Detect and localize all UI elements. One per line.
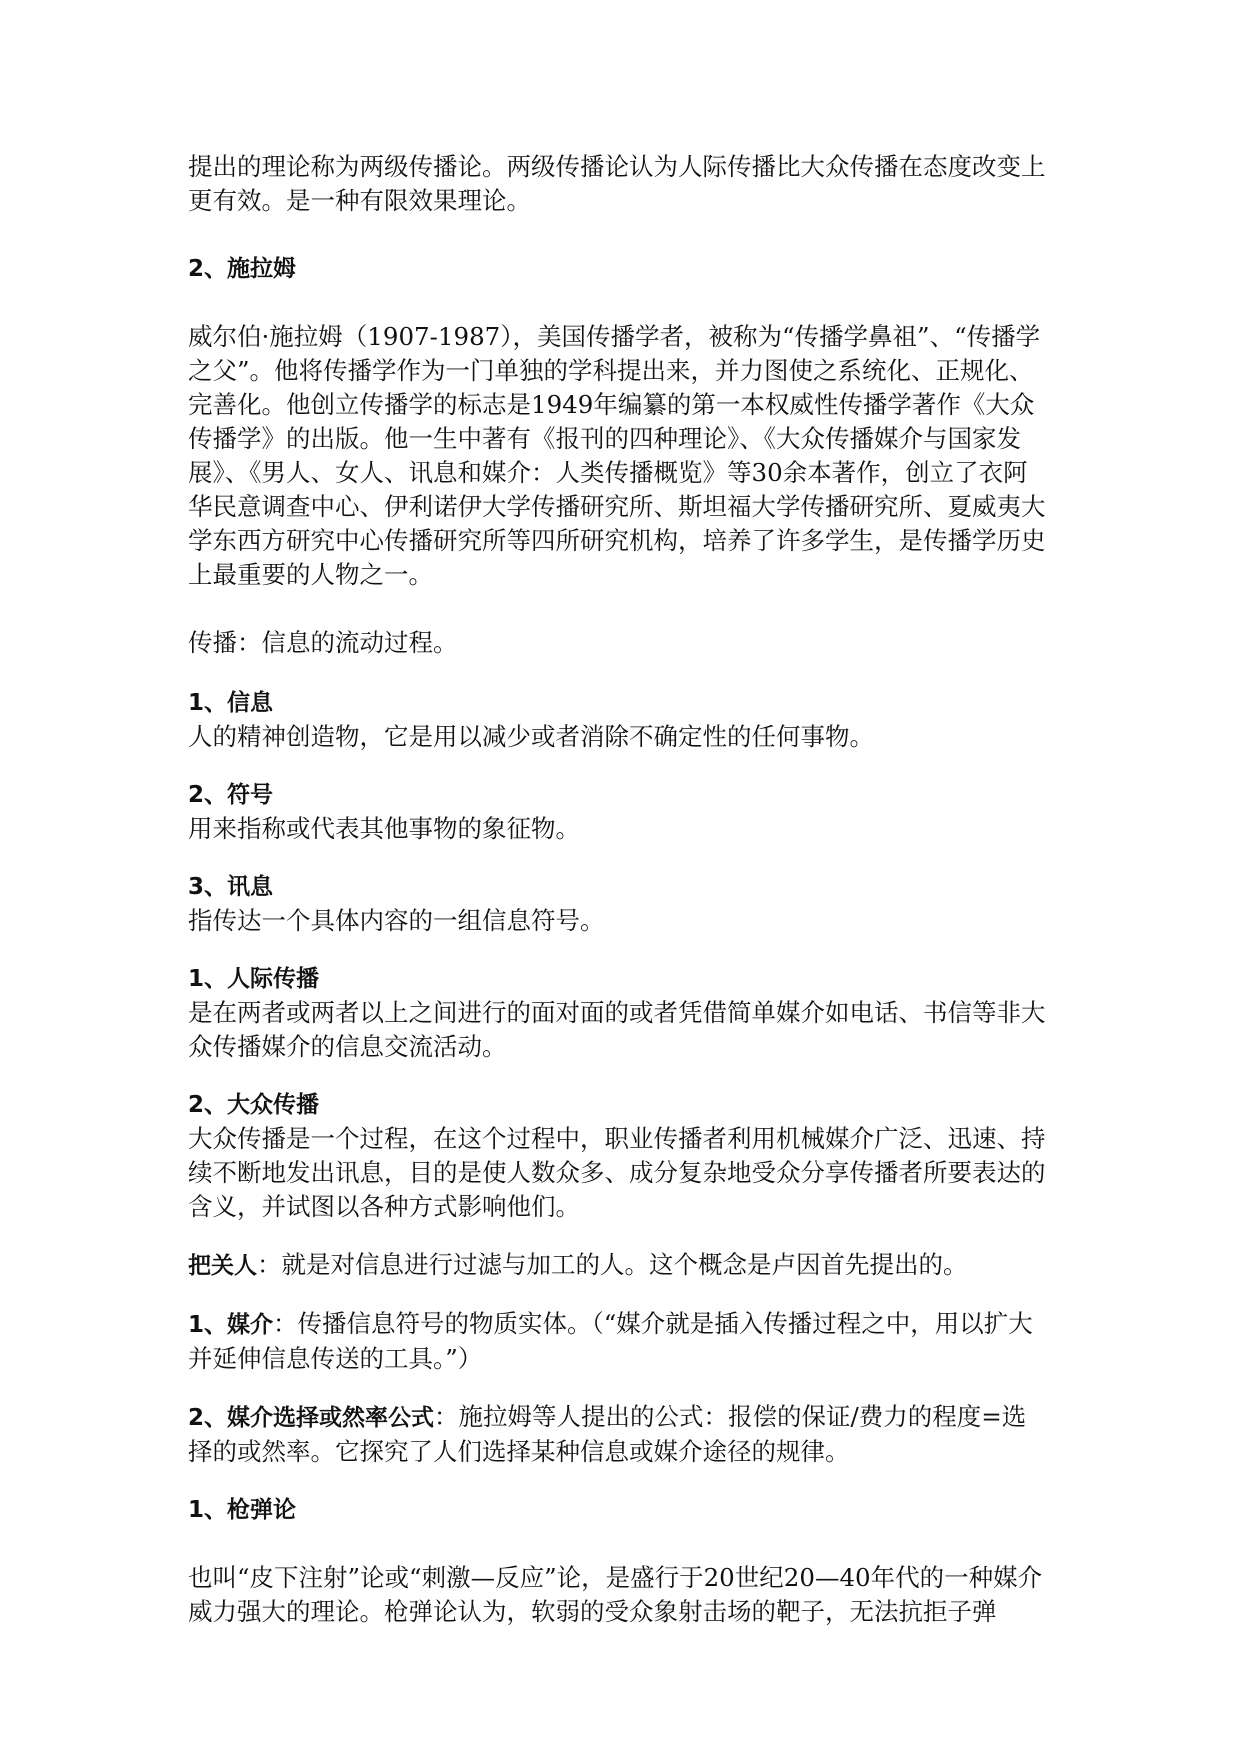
gatekeeper-definition: ：就是对信息进行过滤与加工的人。这个概念是卢因首先提出的。 (257, 1250, 968, 1279)
schramm-paragraph: 威尔伯·施拉姆（1907-1987），美国传播学者，被称为“传播学鼻祖”、“传播学之父”。他将传播学作为一门单独的学科提出来，并力图使之系统化、正规化、完善化。他创立传播学的标志是1949年编纂的第一本权威性传播学著作《大众传播学》的出版。他一生中著有《报刊的四种理论》、《大众传播媒介与国家发展》、《男人、女人、讯息和媒介：人类传播概览》等30余本著作，创立了衣阿华民意调查中心、伊利诺伊大学传播研究所、斯坦福大学传播研究所、夏威夷大学东西方研究中心传播研究所等四所研究机构，培养了许多学生，是传播学历史上最重要的人物之一。 (188, 322, 1046, 589)
gatekeeper-paragraph (188, 1248, 1050, 1283)
choice-formula-definition: ：施拉姆等人提出的公式：报偿的保证/费力的程度=选择的或然率。它探究了人们选择某种信息或媒介途径的规律。 (188, 1402, 1027, 1466)
medium-term: 1、媒介 (188, 1312, 274, 1338)
intro-paragraph: 提出的理论称为两级传播论。两级传播论认为人际传播比大众传播在态度改变上更有效。是一种有限效果理论。 (188, 152, 1046, 215)
bullet-theory-paragraph: 也叫“皮下注射”论或“刺激—反应”论，是盛行于20世纪20—40年代的一种媒介威力强大的理论。枪弹论认为，软弱的受众象射击场的靶子，无法抗拒子弹 (188, 1563, 1043, 1626)
document-page (188, 150, 1050, 1629)
interpersonal-heading: 1、人际传播 (188, 966, 320, 992)
bullet-theory-heading: 1、枪弹论 (188, 1497, 297, 1523)
symbol-heading: 2、符号 (188, 782, 274, 808)
gatekeeper-term: 把关人 (188, 1253, 257, 1279)
medium-paragraph (188, 1307, 1050, 1376)
communication-definition: 传播：信息的流动过程。 (188, 628, 458, 657)
choice-formula-paragraph (188, 1400, 1050, 1469)
interpersonal-definition: 是在两者或两者以上之间进行的面对面的或者凭借简单媒介如电话、书信等非大众传播媒介的信息交流活动。 (188, 998, 1046, 1061)
mass-heading: 2、大众传播 (188, 1092, 320, 1118)
info-heading: 1、信息 (188, 690, 274, 716)
medium-definition: ：传播信息符号的物质实体。（“媒介就是插入传播过程之中，用以扩大并延伸信息传送的工具。”） (188, 1309, 1033, 1373)
schramm-heading: 2、施拉姆 (188, 256, 297, 282)
choice-formula-term: 2、媒介选择或然率公式 (188, 1405, 435, 1431)
mass-definition: 大众传播是一个过程，在这个过程中，职业传播者利用机械媒介广泛、迅速、持续不断地发出讯息，目的是使人数众多、成分复杂地受众分享传播者所要表达的含义，并试图以各种方式影响他们。 (188, 1124, 1046, 1221)
message-heading: 3、讯息 (188, 874, 274, 900)
symbol-definition: 用来指称或代表其他事物的象征物。 (188, 814, 580, 843)
info-definition: 人的精神创造物，它是用以减少或者消除不确定性的任何事物。 (188, 722, 874, 751)
message-definition: 指传达一个具体内容的一组信息符号。 (188, 906, 605, 935)
